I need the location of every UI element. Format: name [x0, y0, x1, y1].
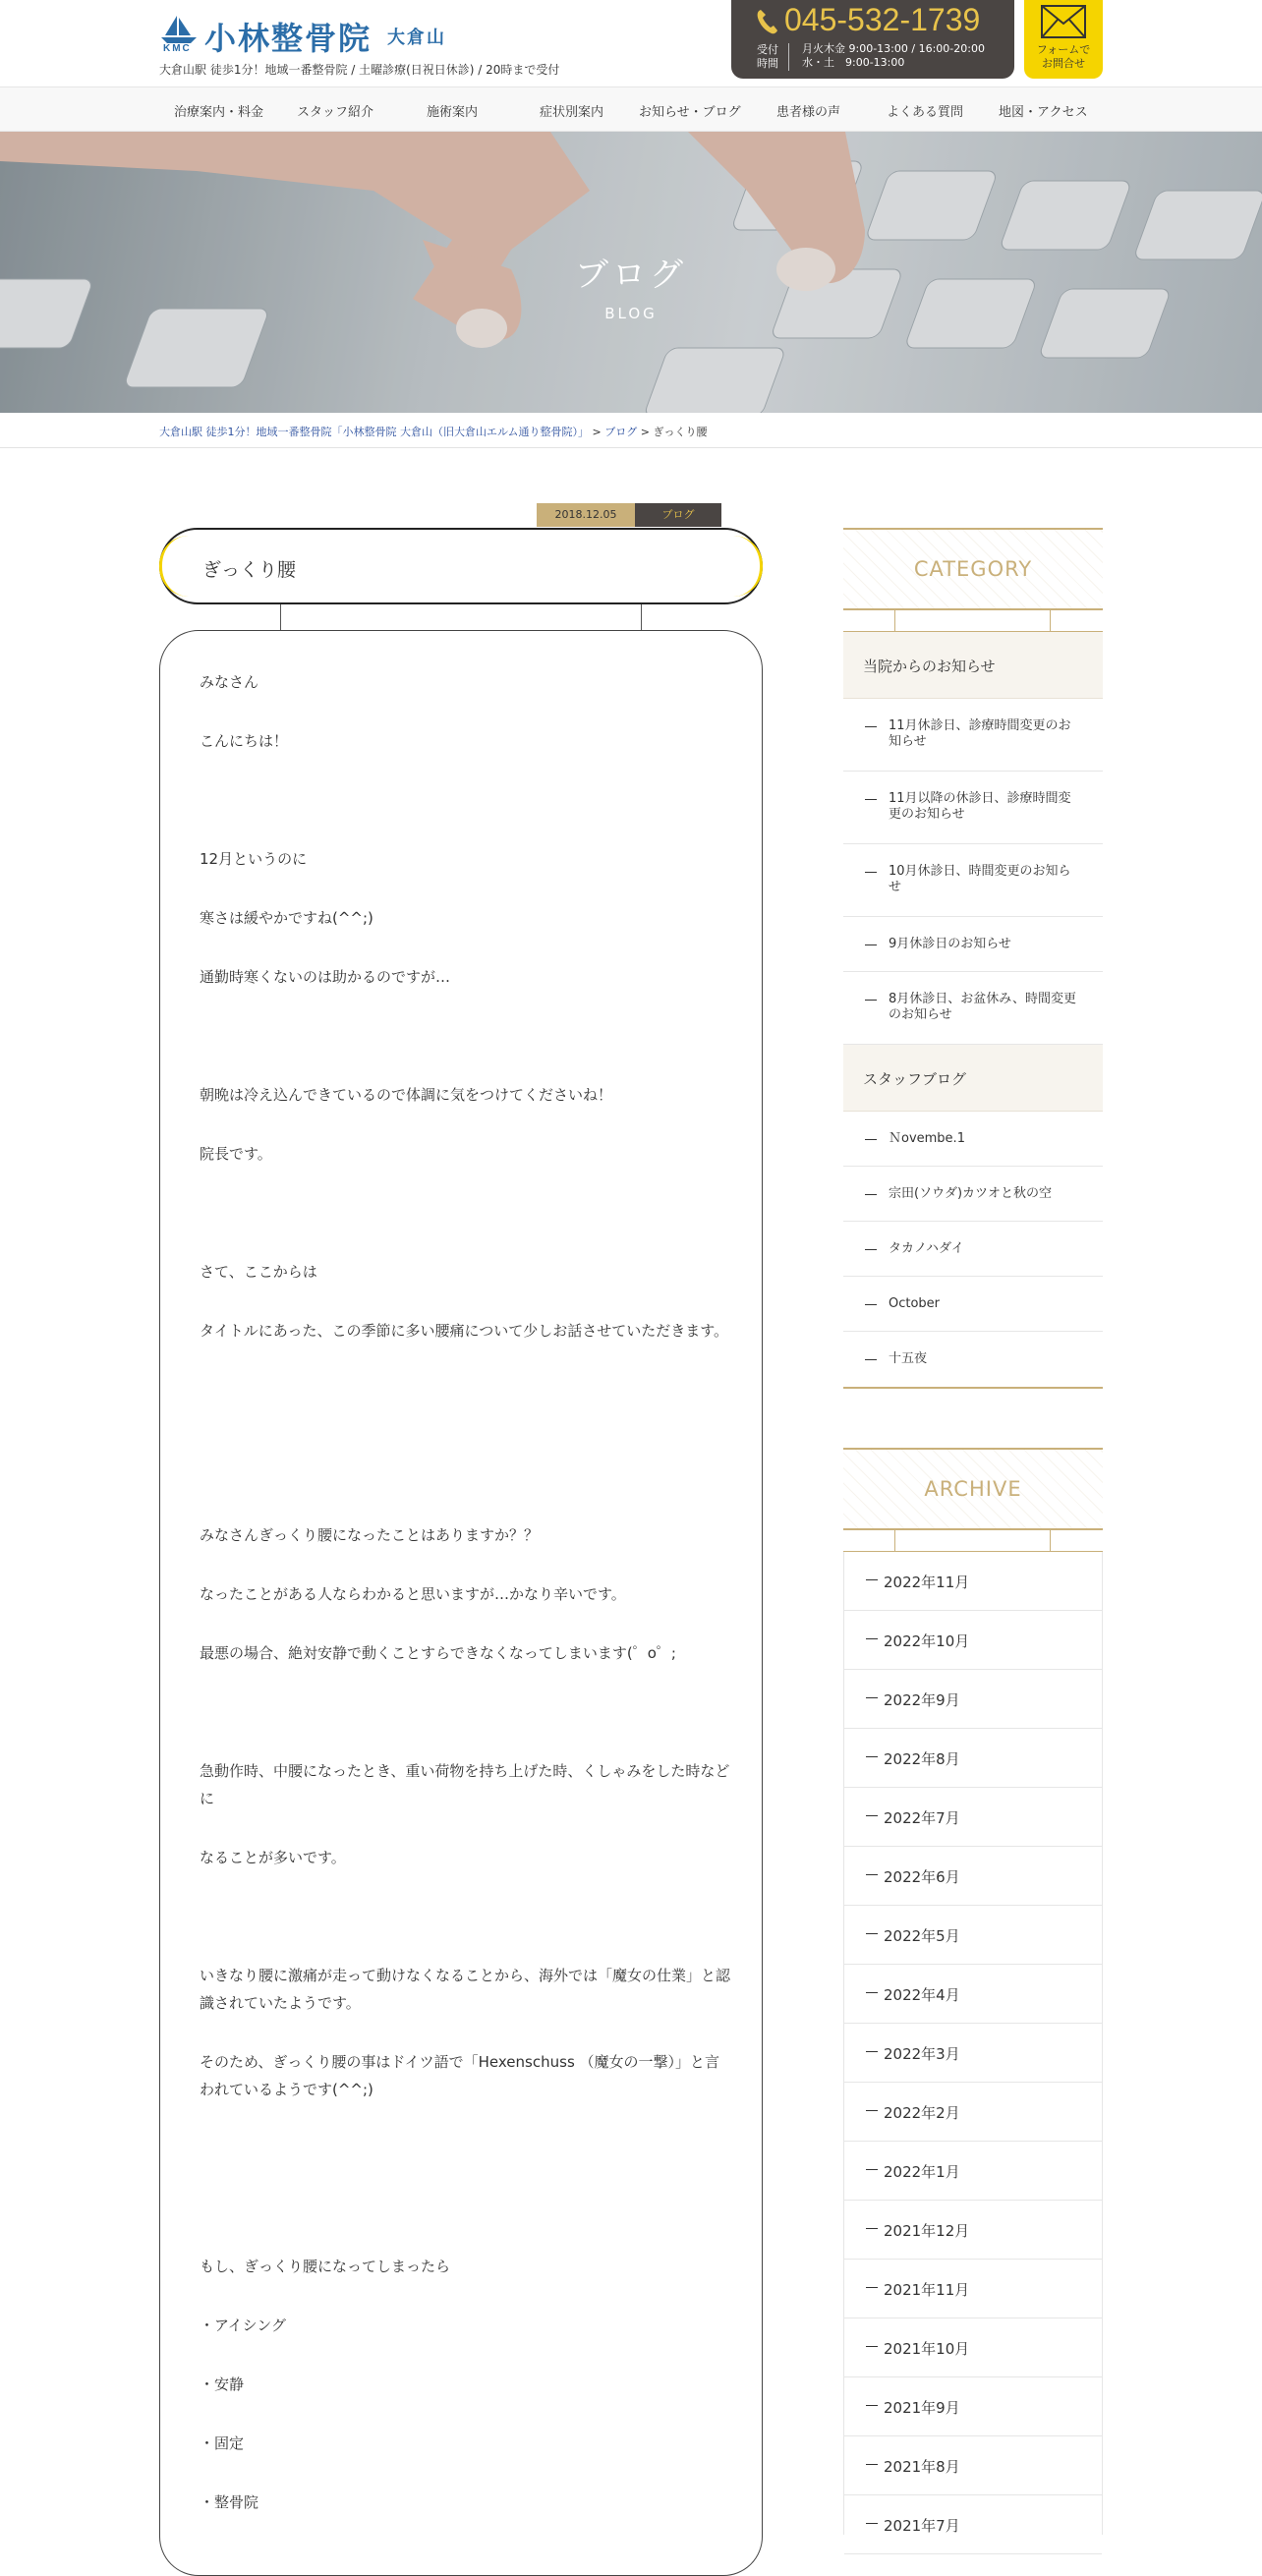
breadcrumb: [0, 413, 1262, 448]
category-item-label: Ｎovembe.1: [889, 1131, 965, 1146]
archive-item[interactable]: [844, 2201, 1102, 2260]
envelope-icon: [1040, 4, 1087, 39]
archive-item-label: 2021年12月: [884, 2222, 970, 2240]
logo-subname: 大倉山: [387, 28, 446, 48]
phone-divider: [788, 43, 789, 71]
archive-list: [843, 1552, 1103, 2535]
post-paragraph: 最悪の場合、絶対安静で動くことすらできなくなってしまいます(゜o゜;: [200, 1644, 676, 1662]
site-logo[interactable]: [159, 14, 474, 57]
category-item-label: 8月休診日、お盆休み、時間変更のお知らせ: [889, 992, 1077, 1022]
hero-title: ブログ: [575, 256, 687, 295]
opening-hours: [802, 42, 985, 70]
category-widget-header: [843, 528, 1103, 610]
reception-label-line-1: 受付: [757, 43, 778, 56]
category-list-item[interactable]: [843, 1112, 1103, 1167]
archive-item[interactable]: [844, 2083, 1102, 2142]
archive-item[interactable]: [844, 1670, 1102, 1729]
contact-form-label-line-1: フォームで: [1036, 43, 1091, 56]
archive-item[interactable]: [844, 1611, 1102, 1670]
category-item-label: October: [889, 1296, 941, 1311]
category-item-label: 11月休診日、診療時間変更のお知らせ: [889, 718, 1071, 749]
site-tagline: 大倉山駅 徒歩1分！地域一番整骨院 / 土曜診療(日祝日休診) / 20時まで受付: [159, 63, 560, 77]
category-group-news[interactable]: [843, 632, 1103, 699]
category-item-label: タカノハダイ: [889, 1241, 964, 1256]
post-paragraph: みなさんぎっくり腰になったことはありますか？？: [200, 1526, 540, 1544]
post-paragraph: 急動作時、中腰になったとき、重い荷物を持ち上げた時、くしゃみをした時などに: [200, 1762, 730, 1807]
archive-item[interactable]: [844, 2377, 1102, 2436]
archive-widget-header: [843, 1448, 1103, 1530]
post-paragraph: みなさん: [200, 673, 259, 691]
nav-item-symptoms[interactable]: 症状別案内: [540, 105, 604, 120]
category-list-item[interactable]: [843, 1332, 1103, 1389]
category-list-item[interactable]: [843, 1277, 1103, 1332]
category-list-item[interactable]: [843, 1167, 1103, 1222]
category-group-staff-blog[interactable]: [843, 1045, 1103, 1112]
breadcrumb-blog[interactable]: ブログ: [604, 426, 638, 438]
logo-name: 小林整骨院: [204, 20, 373, 57]
phone-box[interactable]: [731, 0, 1014, 79]
post-meta: [537, 503, 721, 527]
post-paragraph: 通勤時寒くないのは助かるのですが…: [200, 968, 451, 986]
archive-item-label: 2022年3月: [884, 2045, 960, 2063]
category-item-label: 11月以降の休診日、診療時間変更のお知らせ: [889, 791, 1071, 822]
archive-item-label: 2021年11月: [884, 2281, 970, 2299]
archive-item[interactable]: [844, 2260, 1102, 2318]
nav-item-treatment[interactable]: 治療案内・料金: [174, 105, 264, 120]
post-paragraph: 朝晩は冷え込んできているので体調に気をつけてくださいね！: [200, 1086, 613, 1104]
post-paragraph: 寒さは緩やかですね(^^;): [200, 909, 373, 927]
archive-item-label: 2021年10月: [884, 2340, 970, 2358]
breadcrumb-separator: >: [589, 426, 605, 438]
archive-item-label: 2022年4月: [884, 1986, 960, 2004]
category-item-label: 宗田(ソウダ)カツオと秋の空: [889, 1186, 1053, 1201]
contact-form-label: [1024, 43, 1103, 71]
post-paragraph: 12月というのに: [200, 850, 308, 868]
reception-label: [755, 43, 780, 71]
breadcrumb-separator: >: [637, 426, 654, 438]
category-group-label: 当院からのお知らせ: [863, 658, 996, 675]
post-paragraph: ・整骨院: [200, 2493, 259, 2511]
category-widget-title: CATEGORY: [913, 557, 1033, 581]
archive-item-label: 2022年2月: [884, 2104, 960, 2122]
post-paragraph: ・固定: [200, 2434, 245, 2452]
phone-icon: [755, 8, 778, 35]
archive-item-label: 2021年9月: [884, 2399, 960, 2417]
category-item-label: 9月休診日のお知らせ: [889, 937, 1011, 951]
category-list-item[interactable]: [843, 844, 1103, 917]
archive-item-label: 2022年10月: [884, 1632, 970, 1650]
category-list-item[interactable]: [843, 917, 1103, 972]
archive-item[interactable]: [844, 1788, 1102, 1847]
nav-item-news-blog[interactable]: お知らせ・ブログ: [639, 105, 741, 120]
archive-item-label: 2021年8月: [884, 2458, 960, 2476]
site-header: [0, 0, 1262, 86]
breadcrumb-current: ぎっくり腰: [653, 426, 708, 438]
hero-banner: [0, 132, 1262, 413]
post-paragraph: そのため、ぎっくり腰の事はドイツ語で「Hexenschuss （魔女の一撃）」と言われているようです(^^;): [200, 2053, 720, 2098]
archive-item[interactable]: [844, 2024, 1102, 2083]
post-paragraph: こんにちは！: [200, 732, 289, 750]
phone-number[interactable]: 045-532-1739: [784, 2, 981, 37]
nav-item-faq[interactable]: よくある質問: [887, 105, 964, 120]
archive-widget-tabs: [843, 1530, 1103, 1552]
post-paragraph: なったことがある人ならわかると思いますが…かなり辛いです。: [200, 1585, 626, 1603]
archive-item[interactable]: [844, 1847, 1102, 1906]
breadcrumb-home[interactable]: 大倉山駅 徒歩1分！地域一番整骨院「小林整骨院 大倉山（旧大倉山エルム通り整骨院）」: [159, 426, 590, 438]
category-widget-tabs: [843, 610, 1103, 632]
post-body: [159, 630, 763, 2576]
category-item-label: 十五夜: [889, 1351, 928, 1366]
post-paragraph: 院長です。: [200, 1145, 272, 1163]
category-list-item[interactable]: [843, 699, 1103, 772]
post-paragraph: タイトルにあった、この季節に多い腰痛について少しお話させていただきます。: [200, 1322, 729, 1340]
post-paragraph: ・アイシング: [200, 2317, 286, 2334]
main-nav: [0, 86, 1262, 132]
nav-item-voices[interactable]: 患者様の声: [776, 105, 841, 120]
title-accent-left: [159, 536, 189, 597]
post-title: ぎっくり腰: [202, 559, 297, 581]
archive-item-label: 2022年1月: [884, 2163, 960, 2181]
archive-item[interactable]: [844, 1552, 1102, 1611]
contact-form-label-line-2: お問合せ: [1042, 57, 1085, 70]
post-paragraph: さて、ここからは: [200, 1263, 317, 1281]
archive-item-label: 2022年5月: [884, 1927, 960, 1945]
post-date: 2018.12.05: [537, 503, 635, 527]
category-list-item[interactable]: [843, 772, 1103, 844]
category-item-label: 10月休診日、時間変更のお知らせ: [889, 864, 1071, 894]
archive-item-label: 2022年7月: [884, 1809, 960, 1827]
archive-item-label: 2022年8月: [884, 1750, 960, 1768]
archive-item[interactable]: [844, 1906, 1102, 1965]
archive-item[interactable]: [844, 1729, 1102, 1788]
post-paragraph: いきなり腰に激痛が走って動けなくなることから、海外では「魔女の仕業」と認識されていたようです。: [200, 1967, 731, 2012]
title-accent-right: [733, 536, 763, 597]
hours-line-2: 水・土 9:00-13:00: [802, 56, 905, 69]
reception-label-line-2: 時間: [757, 57, 778, 70]
archive-item-label: 2022年9月: [884, 1691, 960, 1709]
post-paragraph: ・安静: [200, 2376, 245, 2393]
archive-item-label: 2022年6月: [884, 1868, 960, 1886]
nav-item-staff[interactable]: スタッフ紹介: [297, 105, 374, 120]
archive-item[interactable]: [844, 2436, 1102, 2495]
title-connector: [280, 604, 642, 630]
category-list-item[interactable]: [843, 972, 1103, 1045]
category-group-label: スタッフブログ: [863, 1070, 967, 1088]
category-list-item[interactable]: [843, 1222, 1103, 1277]
archive-item[interactable]: [844, 1965, 1102, 2024]
archive-item[interactable]: [844, 2495, 1102, 2554]
nav-item-access[interactable]: 地図・アクセス: [999, 105, 1088, 120]
nav-item-procedures[interactable]: 施術案内: [427, 105, 479, 120]
archive-item[interactable]: [844, 2142, 1102, 2201]
hours-line-1: 月火木金 9:00-13:00 / 16:00-20:00: [802, 42, 985, 55]
contact-form-button[interactable]: [1024, 0, 1103, 79]
archive-item-label: 2021年7月: [884, 2517, 960, 2535]
logo-mark: KMC: [163, 43, 192, 54]
archive-item[interactable]: [844, 2318, 1102, 2377]
archive-widget-title: ARCHIVE: [924, 1477, 1022, 1501]
post-paragraph: もし、ぎっくり腰になってしまったら: [200, 2258, 451, 2275]
post-title-box: [159, 528, 763, 604]
archive-item-label: 2022年11月: [884, 1574, 970, 1591]
hero-subtitle: BLOG: [604, 305, 658, 322]
post-category[interactable]: ブログ: [635, 503, 721, 527]
post-paragraph: なることが多いです。: [200, 1849, 346, 1866]
